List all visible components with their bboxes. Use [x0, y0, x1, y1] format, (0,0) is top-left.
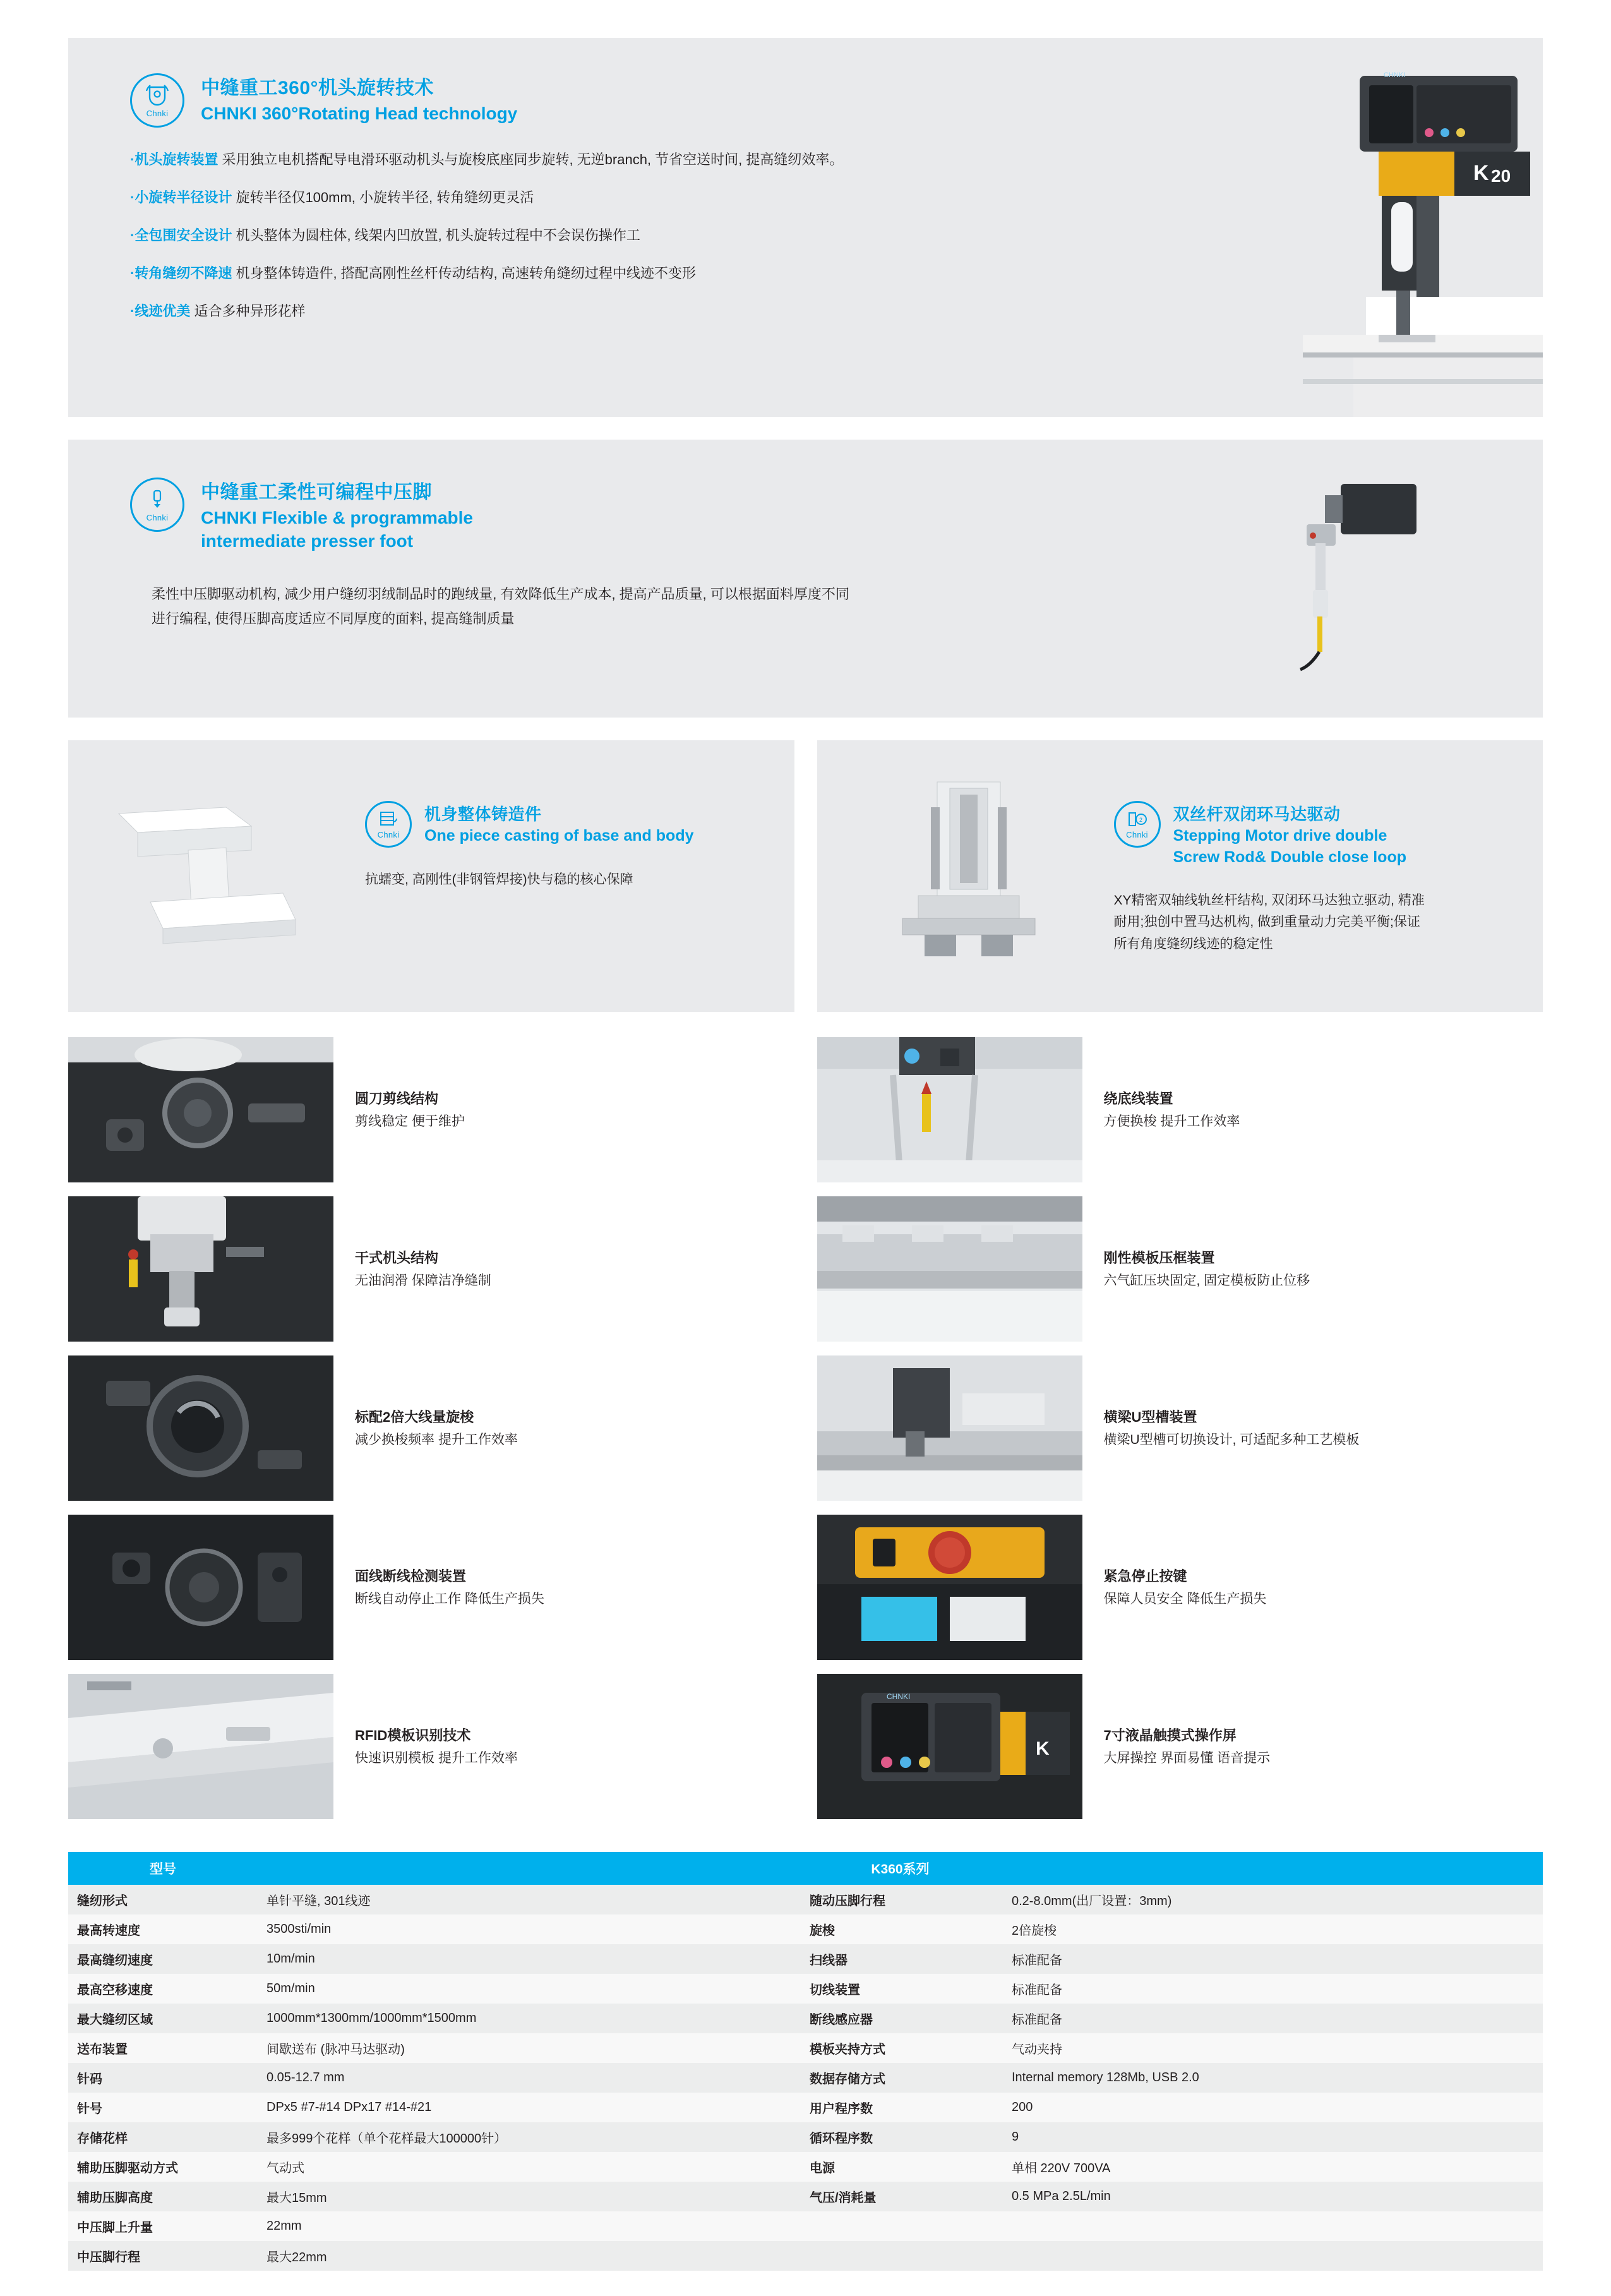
feature-photo — [817, 1037, 1082, 1182]
table-header-series: K360系列 — [258, 1852, 1543, 1885]
bullet-strong: ·小旋转半径设计 — [130, 189, 232, 206]
panel-header — [1114, 801, 1518, 869]
list-item — [68, 1196, 794, 1342]
spec-label: 数据存储方式 — [801, 2063, 1003, 2093]
bullet-rest: 机头整体为圆柱体, 线架内凹放置, 机头旋转过程中不会误伤操作工 — [232, 227, 640, 244]
list-item — [68, 1037, 794, 1182]
section-title-cn: 中缝重工柔性可编程中压脚 — [201, 482, 432, 503]
panel-title-en: One piece casting of base and body — [424, 827, 694, 845]
feature-subtitle: 剪线稳定 便于维护 — [355, 1114, 465, 1129]
spec-label: 用户程序数 — [801, 2093, 1003, 2122]
panel-one-piece-casting — [68, 740, 794, 1012]
brand-label: Chnki — [1126, 829, 1148, 839]
spec-value: 1000mm*1300mm/1000mm*1500mm — [258, 2004, 801, 2033]
spec-label: 送布装置 — [68, 2033, 258, 2063]
dual-feature-panels — [68, 740, 1543, 1012]
section-rotating-head — [68, 38, 1543, 417]
list-item — [68, 1515, 794, 1660]
table-row — [68, 2063, 1543, 2093]
paragraph-line: 耐用;独创中置马达机构, 做到重量动力完美平衡;保证 — [1113, 915, 1420, 930]
panel-title-cn: 机身整体铸造件 — [424, 805, 542, 824]
feature-grid — [68, 1037, 1543, 1833]
spec-label — [801, 2241, 1003, 2271]
spec-value: 标准配备 — [1003, 1944, 1543, 1974]
spec-label: 存储花样 — [68, 2122, 258, 2152]
svg-text:CHNKI: CHNKI — [886, 1692, 910, 1701]
spec-value: 气动式 — [258, 2152, 801, 2182]
spec-value: 10m/min — [258, 1944, 801, 1974]
list-item — [817, 1515, 1543, 1660]
table-row — [68, 2122, 1543, 2152]
feature-title: RFID模板识别技术 — [355, 1727, 471, 1743]
bullet-item — [130, 187, 1053, 208]
bullet-rest: 适合多种异形花样 — [190, 303, 306, 320]
list-item — [817, 1037, 1543, 1182]
bullet-strong: ·全包围安全设计 — [130, 227, 232, 244]
bullet-item — [130, 263, 1053, 284]
spec-value: 单针平缝, 301线迹 — [258, 1885, 801, 1914]
list-item — [817, 1355, 1543, 1501]
table-row — [68, 2241, 1543, 2271]
spec-value: 50m/min — [258, 1974, 801, 2004]
bullet-rest: 旋转半径仅100mm, 小旋转半径, 转角缝纫更灵活 — [232, 189, 534, 206]
feature-title: 绕底线装置 — [1103, 1090, 1173, 1107]
spec-label: 缝纫形式 — [68, 1885, 258, 1914]
table-row — [68, 1944, 1543, 1974]
presser-foot-photo — [1195, 478, 1461, 692]
table-row — [68, 2004, 1543, 2033]
spec-label: 模板夹持方式 — [801, 2033, 1003, 2063]
brand-label: Chnki — [146, 512, 169, 522]
spec-value: 标准配备 — [1003, 1974, 1543, 2004]
spec-label: 最高空移速度 — [68, 1974, 258, 2004]
bullet-item — [130, 225, 1053, 246]
spec-label: 最高缝纫速度 — [68, 1944, 258, 1974]
svg-text:K: K — [1035, 1738, 1050, 1759]
feature-photo — [817, 1515, 1082, 1660]
panel-title-en-line2: Screw Rod& Double close loop — [1173, 848, 1406, 866]
spec-label: 旋梭 — [801, 1914, 1003, 1944]
paragraph-line: 进行编程, 使得压脚高度适应不同厚度的面料, 提高缝制质量 — [152, 610, 515, 627]
feature-photo — [68, 1674, 333, 1819]
spec-label: 循环程序数 — [801, 2122, 1003, 2152]
spec-value: 间歇送布 (脉冲马达驱动) — [258, 2033, 801, 2063]
spec-label — [801, 2211, 1003, 2241]
spec-label: 随动压脚行程 — [801, 1885, 1003, 1914]
spec-label: 最高转速度 — [68, 1914, 258, 1944]
svg-text:20: 20 — [1491, 166, 1511, 186]
spec-value: 气动夹持 — [1003, 2033, 1543, 2063]
spec-value: 22mm — [258, 2211, 801, 2241]
panel-double-screw-rod — [817, 740, 1543, 1012]
spec-value: 最大15mm — [258, 2182, 801, 2211]
spec-value — [1003, 2211, 1543, 2241]
feature-subtitle: 断线自动停止工作 降低生产损失 — [355, 1591, 544, 1606]
bullet-strong: ·线迹优美 — [130, 303, 191, 320]
spec-label: 辅助压脚驱动方式 — [68, 2152, 258, 2182]
spec-label: 扫线器 — [801, 1944, 1003, 1974]
feature-photo — [68, 1196, 333, 1342]
bullet-strong: ·转角缝纫不降速 — [130, 265, 232, 282]
feature-column-left — [68, 1037, 794, 1833]
table-row — [68, 1974, 1543, 2004]
section-title-en-line2: intermediate presser foot — [201, 531, 414, 551]
casting-icon — [365, 801, 412, 848]
panel-paragraph — [1114, 890, 1518, 956]
list-item — [817, 1196, 1543, 1342]
section-title-en: CHNKI 360°Rotating Head technology — [201, 103, 518, 123]
table-header-model: 型号 — [68, 1852, 258, 1885]
section-title-cn: 中缝重工360°机头旋转技术 — [201, 78, 434, 99]
rotating-head-photo — [974, 38, 1543, 417]
list-item — [68, 1355, 794, 1501]
feature-photo — [817, 1196, 1082, 1342]
spec-value: 单相 220V 700VA — [1003, 2152, 1543, 2182]
feature-photo — [68, 1515, 333, 1660]
table-row — [68, 2093, 1543, 2122]
spec-value: 9 — [1003, 2122, 1543, 2152]
svg-text:K: K — [1473, 161, 1489, 185]
spec-value: 标准配备 — [1003, 2004, 1543, 2033]
spec-value: DPx5 #7-#14 DPx17 #14-#21 — [258, 2093, 801, 2122]
section-header — [130, 478, 952, 553]
spec-label: 切线装置 — [801, 1974, 1003, 2004]
spec-value: 0.05-12.7 mm — [258, 2063, 801, 2093]
spec-label: 中压脚行程 — [68, 2241, 258, 2271]
spec-value: 0.2-8.0mm(出厂设置：3mm) — [1003, 1885, 1543, 1914]
feature-subtitle: 保障人员安全 降低生产损失 — [1103, 1591, 1267, 1606]
bullet-item — [130, 149, 1053, 171]
panel-title-en-line1: Stepping Motor drive double — [1173, 827, 1387, 845]
feature-title: 面线断线检测装置 — [355, 1568, 467, 1584]
spec-label: 中压脚上升量 — [68, 2211, 258, 2241]
feature-photo — [817, 1355, 1082, 1501]
feature-title: 横梁U型槽装置 — [1103, 1409, 1197, 1425]
section-title-en-line1: CHNKI Flexible & programmable — [201, 507, 473, 527]
bullet-item — [130, 301, 1053, 322]
feature-subtitle: 大屏操控 界面易懂 语音提示 — [1103, 1750, 1271, 1765]
table-row — [68, 2152, 1543, 2182]
spec-label: 断线感应器 — [801, 2004, 1003, 2033]
table-row — [68, 2211, 1543, 2241]
feature-photo — [817, 1674, 1082, 1819]
panel-header — [365, 801, 769, 848]
panel-paragraph: 抗蠕变, 高刚性(非钢管焊接)快与稳的核心保障 — [365, 872, 633, 887]
bullet-rest: 机身整体铸造件, 搭配高刚性丝杆传动结构, 高速转角缝纫过程中线迹不变形 — [232, 265, 696, 282]
spec-value: 0.5 MPa 2.5L/min — [1003, 2182, 1543, 2211]
feature-subtitle: 快速识别模板 提升工作效率 — [355, 1750, 518, 1765]
feature-subtitle: 减少换梭频率 提升工作效率 — [355, 1432, 518, 1447]
section-header — [130, 73, 1053, 128]
casting-photo — [93, 769, 346, 971]
specifications-table — [68, 1852, 1543, 2271]
table-header-row — [68, 1852, 1543, 1885]
screw-rod-photo — [842, 769, 1095, 971]
table-row — [68, 1914, 1543, 1944]
spec-label: 针号 — [68, 2093, 258, 2122]
spec-value: 3500sti/min — [258, 1914, 801, 1944]
spec-value: 最多999个花样（单个花样最大100000针） — [258, 2122, 801, 2152]
spec-value: 最大22mm — [258, 2241, 801, 2271]
table-row — [68, 2182, 1543, 2211]
paragraph-line: 所有角度缝纫线迹的稳定性 — [1113, 936, 1273, 951]
bullet-list — [130, 149, 1053, 322]
feature-subtitle: 方便换梭 提升工作效率 — [1103, 1114, 1240, 1129]
spec-value: 2倍旋梭 — [1003, 1914, 1543, 1944]
feature-photo — [68, 1037, 333, 1182]
table-row — [68, 2033, 1543, 2063]
panel-title-cn: 双丝杆双闭环马达驱动 — [1173, 805, 1341, 824]
spec-value: Internal memory 128Mb, USB 2.0 — [1003, 2063, 1543, 2093]
spec-label: 电源 — [801, 2152, 1003, 2182]
spec-label: 最大缝纫区域 — [68, 2004, 258, 2033]
svg-text:2: 2 — [1139, 816, 1142, 823]
feature-title: 刚性模板压框装置 — [1103, 1249, 1215, 1266]
spec-label: 针码 — [68, 2063, 258, 2093]
feature-column-right — [817, 1037, 1543, 1833]
feature-subtitle: 横梁U型槽可切换设计, 可适配多种工艺模板 — [1103, 1432, 1360, 1447]
section-paragraph — [130, 582, 1002, 631]
paragraph-line: XY精密双轴线轨丝杆结构, 双闭环马达独立驱动, 精准 — [1113, 893, 1425, 908]
section-presser-foot — [68, 440, 1543, 718]
feature-title: 圆刀剪线结构 — [355, 1090, 439, 1107]
paragraph-line: 柔性中压脚驱动机构, 减少用户缝纫羽绒制品时的跑绒量, 有效降低生产成本, 提高产品质量, 可以根据面料厚度不同 — [152, 586, 849, 603]
list-item — [817, 1674, 1543, 1819]
stepping-motor-icon — [1114, 801, 1161, 848]
svg-text:CHNKI: CHNKI — [1384, 71, 1406, 79]
feature-title: 紧急停止按键 — [1103, 1568, 1187, 1584]
brand-label: Chnki — [377, 829, 400, 839]
feature-title: 标配2倍大线量旋梭 — [355, 1409, 474, 1425]
feature-subtitle: 六气缸压块固定, 固定模板防止位移 — [1103, 1273, 1310, 1288]
spec-label: 气压/消耗量 — [801, 2182, 1003, 2211]
brand-label: Chnki — [146, 108, 169, 118]
feature-subtitle: 无油润滑 保障洁净缝制 — [355, 1273, 491, 1288]
feature-photo — [68, 1355, 333, 1501]
spec-value: 200 — [1003, 2093, 1543, 2122]
feature-title: 7寸液晶触摸式操作屏 — [1103, 1727, 1237, 1743]
rotating-head-icon — [130, 73, 184, 128]
bullet-strong: ·机头旋转装置 — [130, 152, 219, 167]
table-row — [68, 1885, 1543, 1914]
list-item — [68, 1674, 794, 1819]
presser-foot-icon — [130, 478, 184, 532]
spec-value — [1003, 2241, 1543, 2271]
spec-label: 辅助压脚高度 — [68, 2182, 258, 2211]
bullet-rest: 采用独立电机搭配导电滑环驱动机头与旋梭底座同步旋转, 无逆branch, 节省空送时间, 提高缝纫效率。 — [218, 152, 844, 167]
feature-title: 干式机头结构 — [355, 1249, 439, 1266]
